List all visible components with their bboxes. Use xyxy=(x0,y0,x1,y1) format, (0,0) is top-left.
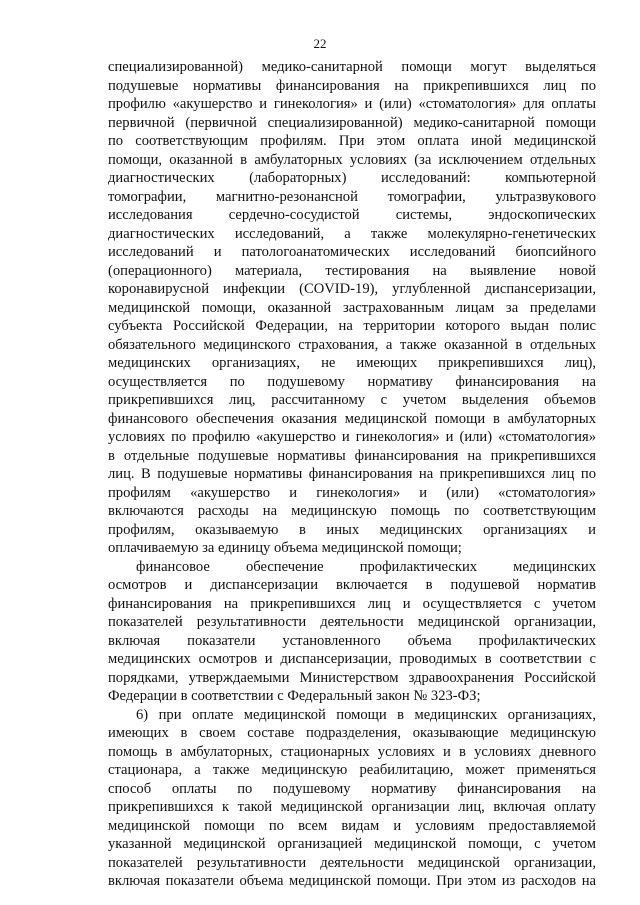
text-line: томографии, магнитно-резонансной томографии, ультразвукового xyxy=(108,188,596,205)
text-line: медицинской помощи по всем видам и условиям предоставляемой xyxy=(108,817,596,834)
text-line: стационара, а также медицинскую реабилитацию, может применяться xyxy=(108,762,596,778)
text-line: профилям «акушерство и гинекология» и (или) «стоматология» xyxy=(108,484,596,501)
text-line: 6) при оплате медицинской помощи в медицинских организациях, xyxy=(136,706,596,723)
text-line: помощи, оказанной в амбулаторных условиях (за исключением отдельных xyxy=(108,151,596,168)
text-line: специализированной) медико-санитарной помощи могут выделяться xyxy=(108,59,596,75)
text-line: финансирования на прикрепившихся лиц и осуществляется с учетом xyxy=(108,595,596,612)
text-line: прикрепившихся лиц, рассчитанному с учетом выделения объемов xyxy=(108,392,596,408)
text-line: в отдельные подушевые нормативы финансирования на прикрепившихся xyxy=(108,447,596,464)
text-line: порядками, утверждаемыми Министерством здравоохранения Российской xyxy=(108,669,596,686)
text-line: осмотров и диспансеризации включается в подушевой норматив xyxy=(108,577,596,593)
text-line: (операционного) материала, тестирования на выявление новой xyxy=(108,262,596,279)
text-line: финансовое обеспечение профилактических медицинских xyxy=(136,558,596,575)
text-line: показателей результативности деятельности медицинской организации, xyxy=(108,614,596,630)
body-text xyxy=(108,58,596,891)
text-line: исследования сердечно-сосудистой системы, эндоскопических xyxy=(108,207,596,223)
text-line: указанной медицинской организацией медицинской помощи, с учетом xyxy=(108,836,596,852)
text-line: осуществляется по подушевому нормативу финансирования на xyxy=(108,373,596,390)
text-line: показателей результативности деятельности медицинской организации, xyxy=(108,854,596,871)
text-line: диагностических исследований, а также молекулярно-генетических xyxy=(108,225,596,242)
page-number: 22 xyxy=(313,36,327,51)
text-line: прикрепившихся к такой медицинской организации лиц, включая оплату xyxy=(108,799,596,815)
text-line: медицинских осмотров и диспансеризации, проводимых в соответствии с xyxy=(108,651,596,667)
text-line: исследований и патологоанатомических исследований биопсийного xyxy=(108,244,596,260)
text-line: диагностических (лабораторных) исследований: компьютерной xyxy=(108,170,596,186)
text-line: обязательного медицинского страхования, а также оказанной в отдельных xyxy=(108,336,596,353)
text-line: включая показатели установленного объема профилактических xyxy=(108,632,596,649)
text-line: по соответствующим профилям. При этом оплата иной медицинской xyxy=(108,133,596,149)
text-line: способ оплаты по подушевому нормативу финансирования на xyxy=(108,780,596,797)
text-line: медицинских организациях, не имеющих прикрепившихся лиц), xyxy=(108,355,596,371)
text-line: медицинской помощи, оказанной застрахованным лицам за пределами xyxy=(108,299,596,316)
text-line: Федерации в соответствии с Федеральный закон № 323-ФЗ; xyxy=(108,688,481,704)
text-line: имеющих в своем составе подразделения, оказывающие медицинскую xyxy=(108,725,596,741)
text-line: лиц. В подушевые нормативы финансирования на прикрепившихся лиц по xyxy=(108,466,596,482)
text-line: первичной (первичной специализированной) медико-санитарной помощи xyxy=(108,114,596,131)
text-line: профилям, оказываемую в иных медицинских организациях и xyxy=(108,521,596,538)
text-line: коронавирусной инфекции (COVID-19), углубленной диспансеризации, xyxy=(108,281,596,297)
text-line: помощь в амбулаторных, стационарных условиях и в условиях дневного xyxy=(108,743,596,760)
text-line: условиях по профилю «акушерство и гинекология» и (или) «стоматология» xyxy=(108,429,596,445)
text-line: субъекта Российской Федерации, на территории которого выдан полис xyxy=(108,318,596,334)
text-line: оплачиваемую за единицу объема медицинской помощи; xyxy=(108,540,462,556)
text-line: включая показатели объема медицинской помощи. При этом из расходов на xyxy=(108,873,596,889)
text-line: финансового обеспечения оказания медицинской помощи в амбулаторных xyxy=(108,410,596,427)
text-line: профилю «акушерство и гинекология» и (или) «стоматология» для оплаты xyxy=(108,96,596,112)
text-line: включаются расходы на медицинскую помощь по соответствующим xyxy=(108,503,596,519)
text-line: подушевые нормативы финансирования на прикрепившихся лиц по xyxy=(108,77,596,94)
